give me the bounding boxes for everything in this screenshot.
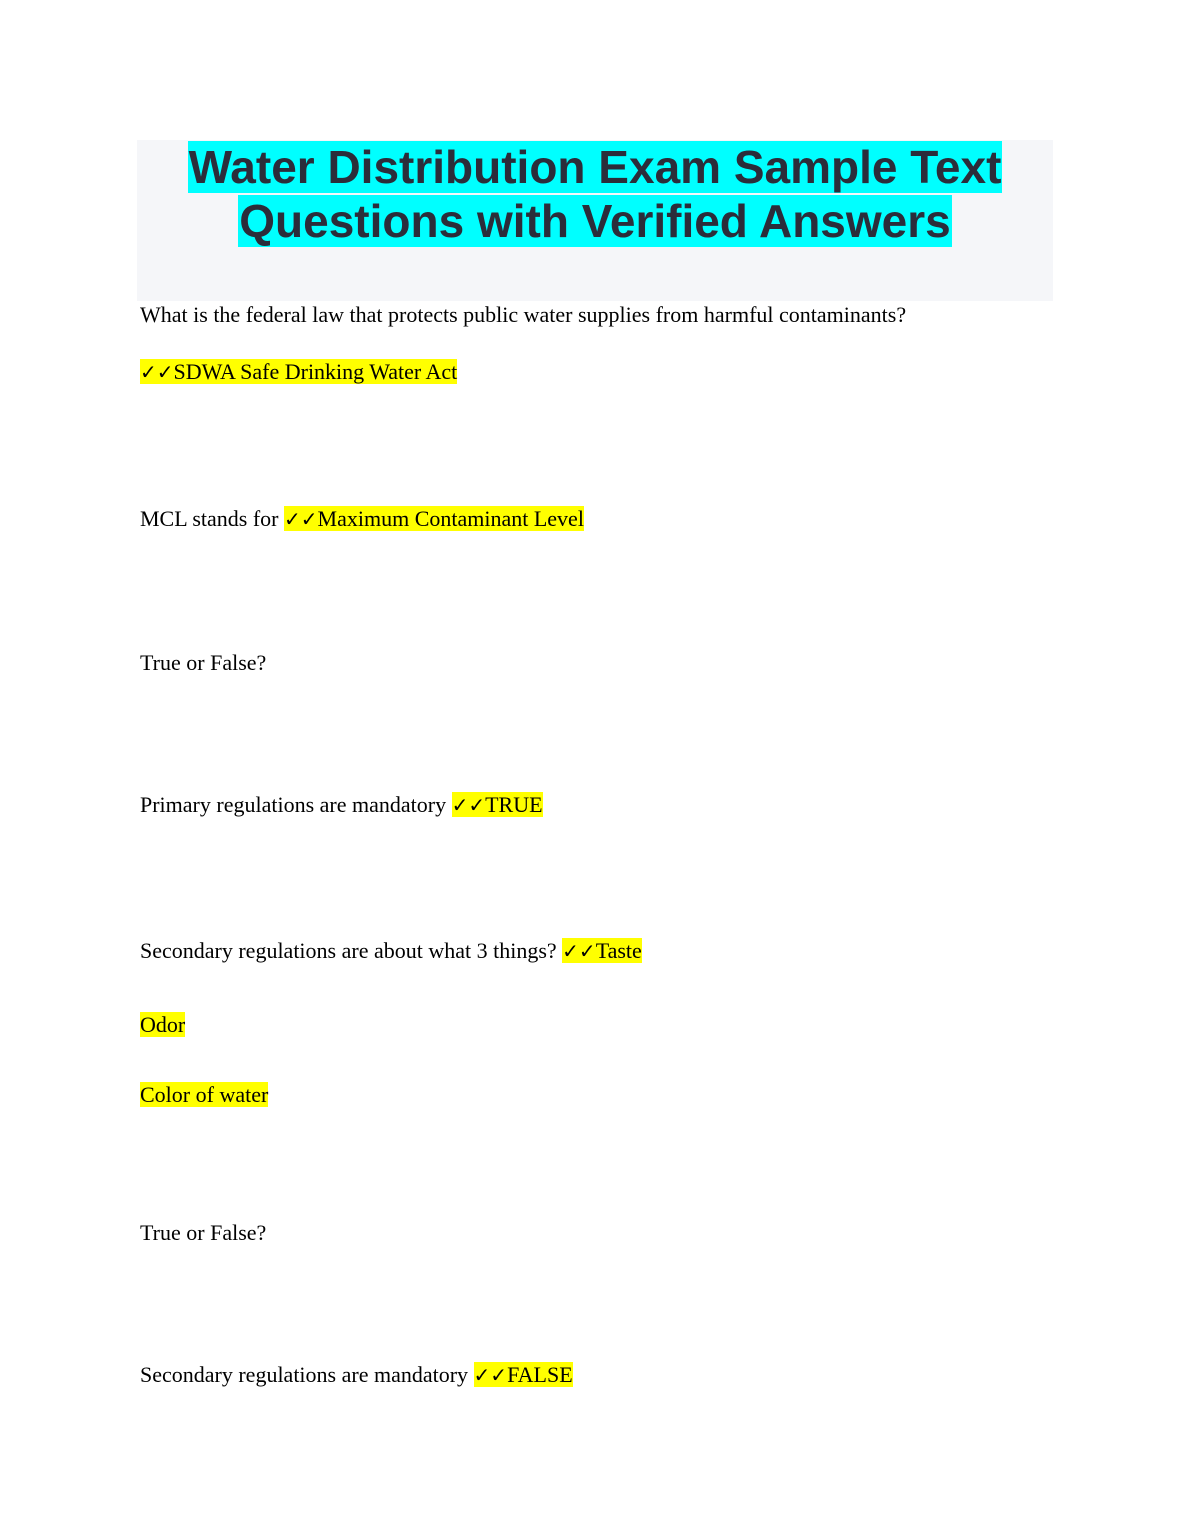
title-text-2: Questions with Verified Answers: [239, 195, 951, 247]
title-box: [137, 140, 1053, 301]
question-text: Primary regulations are mandatory: [140, 792, 452, 817]
check-icon: ✓✓: [284, 507, 318, 531]
answer-5-continued-2: [140, 1080, 268, 1110]
answer-text: Maximum Contaminant Level: [317, 506, 584, 531]
answer-1: [140, 357, 457, 387]
title-line-1: [137, 140, 1053, 194]
check-icon: ✓✓: [451, 793, 486, 817]
answer-5-continued-1: [140, 1010, 185, 1040]
question-text: What is the federal law that protects public water supplies from harmful contaminants?: [140, 302, 907, 327]
answer-text: Odor: [140, 1012, 186, 1037]
question-7: [140, 1360, 573, 1390]
question-5: [140, 936, 642, 966]
answer-highlight: [140, 359, 457, 384]
question-text: MCL stands for: [140, 506, 285, 531]
answer-text: TRUE: [485, 792, 543, 817]
question-6: [140, 1218, 266, 1248]
answer-highlight: [284, 506, 584, 531]
answer-text: Color of water: [140, 1082, 269, 1107]
answer-highlight: [452, 792, 543, 817]
check-icon: ✓✓: [562, 939, 596, 963]
check-icon: ✓✓: [473, 1363, 508, 1387]
question-4: [140, 790, 543, 820]
answer-highlight: [562, 938, 642, 963]
answer-highlight: [474, 1362, 573, 1387]
question-3: [140, 648, 266, 678]
question-1: [140, 300, 906, 330]
question-2: [140, 504, 584, 534]
question-text: True or False?: [140, 650, 267, 675]
title-text-1: Water Distribution Exam Sample Text: [188, 141, 1002, 193]
answer-text: SDWA Safe Drinking Water Act: [173, 359, 458, 384]
check-icon: ✓✓: [140, 360, 174, 384]
question-text: True or False?: [140, 1220, 267, 1245]
answer-text: FALSE: [507, 1362, 573, 1387]
title-line-2: [137, 194, 1053, 248]
question-text: Secondary regulations are mandatory: [140, 1362, 474, 1387]
question-text: Secondary regulations are about what 3 things?: [140, 938, 563, 963]
answer-text: Taste: [595, 938, 642, 963]
